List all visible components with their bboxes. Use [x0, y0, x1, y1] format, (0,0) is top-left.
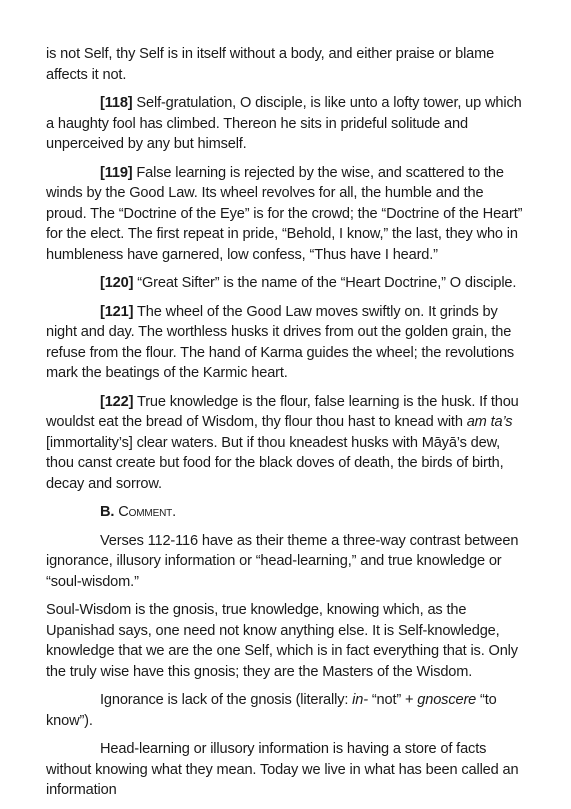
- comment-paragraph-1: Verses 112-116 have as their theme a three-way contrast between ignorance, illusory information or “head-learning,” and true knowledge or “soul-wisdom.”: [46, 532, 519, 590]
- text-run: “not” +: [367, 692, 418, 708]
- verse-text: “Great Sifter” is the name of the “Heart Doctrine,” O disciple.: [133, 275, 517, 291]
- verse-text-cont: [immortality’s] clear waters. But if thou kneadest husks with Māyā’s dew, thou canst create but food for the black doves of death, the birds of birth, decay and sorrow.: [46, 434, 504, 492]
- verse-119: [46, 163, 526, 266]
- section-heading: [100, 502, 526, 523]
- italic-term: in-: [352, 692, 368, 708]
- text-run: “to know”).: [46, 692, 497, 729]
- comment-paragraph-2: Soul-Wisdom is the gnosis, true knowledge, knowing which, as the Upanishad says, one need not know anything else. It is Self-knowledge, knowledge that we are the one Self, which is in fact everything that is. Only the truly wise have this gnosis; they are the Masters of the Wisdom.: [46, 602, 518, 680]
- verse-number: [122]: [100, 393, 134, 410]
- verse-number: [120]: [100, 275, 134, 291]
- heading-letter: B.: [100, 504, 115, 520]
- verse-number: [121]: [100, 303, 134, 320]
- comment-paragraph-3: [46, 690, 526, 731]
- verse-italic: am ta’s: [466, 414, 513, 430]
- verse-text: Self-gratulation, O disciple, is like unto a lofty tower, up which a haughty fool has climbed. Thereon he sits in prideful solitude and unperceived by any but himself.: [46, 95, 522, 152]
- verse-text: True knowledge is the flour, false learning is the husk. If thou wouldst eat the bread of Wisdom, thy flour thou hast to knead with: [46, 393, 519, 430]
- verse-text: False learning is rejected by the wise, and scattered to the winds by the Good Law. Its wheel revolves for all, the humble and the proud. The “Doctrine of the Eye” is for the crowd; the “Doctrine of the Heart” for the elect. The first repeat in pride, “Behold, I know,” the last, they who in humbleness have garnered, low confess, “Thus have I heard.”: [46, 164, 523, 263]
- paragraph-continuation: is not Self, thy Self is in itself without a body, and either praise or blame affects it not.: [46, 46, 495, 83]
- comment-paragraph-4: Head-learning or illusory information is having a store of facts without knowing what they mean. Today we live in what has been called an information: [46, 741, 519, 798]
- text-run: Ignorance is lack of the gnosis (literally:: [100, 692, 353, 708]
- document-page: [46, 44, 526, 809]
- verse-text: The wheel of the Good Law moves swiftly on. It grinds by night and day. The worthless husks it drives from out the golden grain, the refuse from the flour. The hand of Karma guides the wheel; the revolutions mark the beatings of the Karmic heart.: [46, 303, 515, 381]
- verse-number: [118]: [100, 95, 133, 111]
- verse-118: [46, 93, 526, 155]
- verse-number: [119]: [100, 164, 133, 181]
- heading-title: Comment.: [114, 504, 177, 520]
- italic-term: gnoscere: [417, 692, 477, 708]
- verse-121: [46, 302, 526, 384]
- verse-122: [46, 392, 526, 495]
- verse-120: [46, 273, 526, 294]
